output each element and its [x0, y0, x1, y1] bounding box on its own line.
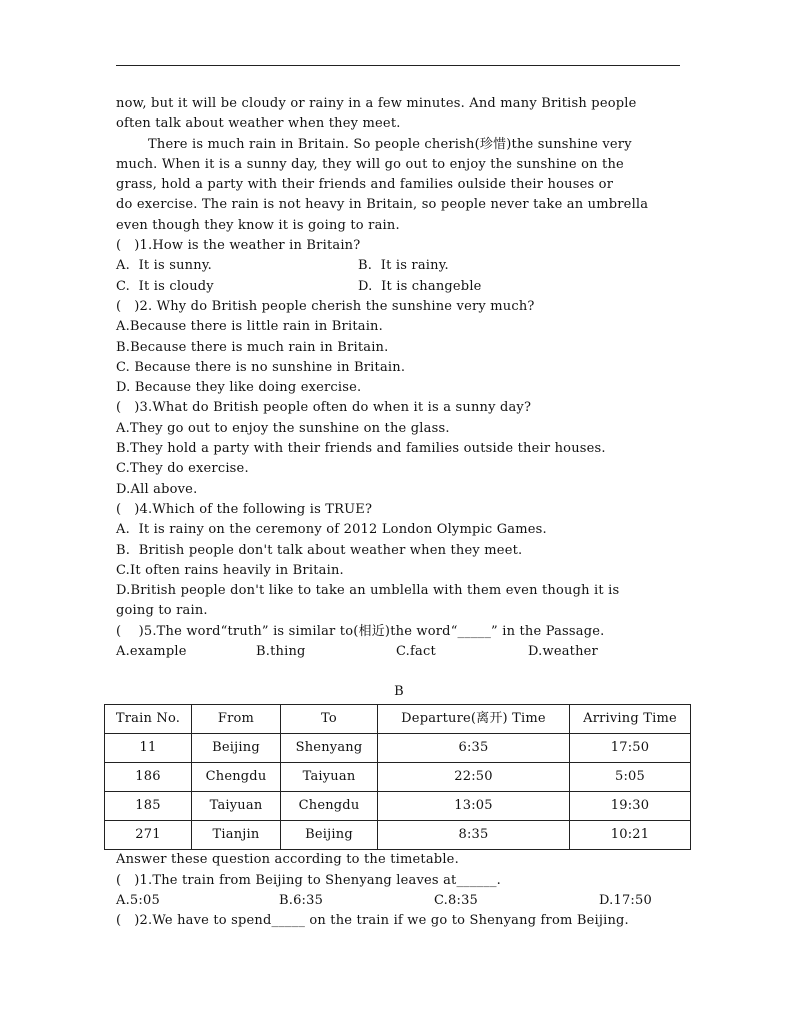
option-c: C. It is cloudy	[116, 278, 214, 294]
passage-line: now, but it will be cloudy or rainy in a few minutes. And many British people	[116, 96, 637, 111]
passage	[116, 94, 682, 236]
option-d-continuation: going to rain.	[116, 603, 208, 619]
option-row	[116, 256, 682, 276]
option-c: C.8:35	[434, 892, 479, 908]
cell-train-no: 271	[105, 821, 192, 850]
question-2	[116, 297, 682, 398]
option-b: B.6:35	[279, 892, 324, 908]
option-row	[116, 891, 682, 911]
cell-from: Taiyuan	[192, 792, 281, 821]
cell-arriving: 5:05	[570, 763, 691, 792]
option-a: A. It is rainy on the ceremony of 2012 London Olympic Games.	[116, 522, 547, 538]
option-row	[116, 277, 682, 297]
page-content	[116, 94, 682, 932]
option-c: C.fact	[396, 644, 436, 660]
option-a: A.5:05	[116, 892, 160, 908]
cell-train-no: 185	[105, 792, 192, 821]
option-b: B.Because there is much rain in Britain.	[116, 339, 389, 355]
option-row	[116, 642, 682, 662]
table-header-row	[105, 705, 691, 734]
option-d: D. It is changeble	[358, 278, 482, 294]
option-d: D.All above.	[116, 481, 198, 497]
cell-to: Chengdu	[281, 792, 378, 821]
option-b: B. British people don't talk about weather when they meet.	[116, 542, 523, 558]
option-d: D. Because they like doing exercise.	[116, 380, 362, 396]
header-arriving: Arriving Time	[570, 705, 691, 734]
option-a: A.Because there is little rain in Britain.	[116, 319, 383, 335]
cell-train-no: 11	[105, 734, 192, 763]
cell-arriving: 17:50	[570, 734, 691, 763]
table-row	[105, 763, 691, 792]
table-row	[105, 821, 691, 850]
cell-departure: 22:50	[378, 763, 570, 792]
passage-line: much. When it is a sunny day, they will go out to enjoy the sunshine on the	[116, 156, 624, 172]
question-stem: ( )1.The train from Beijing to Shenyang leaves at______.	[116, 872, 501, 888]
passage-line: even though they know it is going to rain.	[116, 217, 400, 233]
table-row	[105, 734, 691, 763]
question-stem: ( )5.The word“truth” is similar to(相近)the word“_____” in the Passage.	[116, 623, 605, 639]
cell-departure: 8:35	[378, 821, 570, 850]
question-1	[116, 236, 682, 297]
cell-from: Chengdu	[192, 763, 281, 792]
question-stem: ( )3.What do British people often do when it is a sunny day?	[116, 400, 532, 416]
passage-line: do exercise. The rain is not heavy in Britain, so people never take an umbrella	[116, 197, 649, 213]
option-d: D.weather	[528, 644, 598, 660]
question-stem: ( )2.We have to spend_____ on the train if we go to Shenyang from Beijing.	[116, 913, 629, 929]
cell-to: Shenyang	[281, 734, 378, 763]
header-train-no: Train No.	[105, 705, 192, 734]
question-5	[116, 622, 682, 663]
cell-departure: 13:05	[378, 792, 570, 821]
cell-from: Beijing	[192, 734, 281, 763]
option-b: B. It is rainy.	[358, 258, 449, 274]
header-from: From	[192, 705, 281, 734]
option-c: C. Because there is no sunshine in Britain.	[116, 359, 406, 375]
option-c: C.It often rains heavily in Britain.	[116, 562, 344, 578]
cell-to: Taiyuan	[281, 763, 378, 792]
passage-line: There is much rain in Britain. So people cherish(珍惜)the sunshine very	[148, 136, 632, 152]
cell-from: Tianjin	[192, 821, 281, 850]
question-b2	[116, 911, 682, 931]
passage-line: often talk about weather when they meet.	[116, 116, 401, 132]
option-a: A.They go out to enjoy the sunshine on the glass.	[116, 420, 450, 436]
header-rule	[116, 65, 680, 66]
cell-train-no: 186	[105, 763, 192, 792]
header-to: To	[281, 705, 378, 734]
question-stem: ( )4.Which of the following is TRUE?	[116, 501, 373, 517]
option-a: A.example	[116, 644, 187, 660]
train-timetable	[104, 704, 691, 850]
passage-line: grass, hold a party with their friends and families oulside their houses or	[116, 177, 614, 193]
cell-departure: 6:35	[378, 734, 570, 763]
section-b-title: B	[394, 684, 404, 700]
option-c: C.They do exercise.	[116, 461, 249, 477]
header-departure: Departure(离开) Time	[378, 705, 570, 734]
option-b: B.They hold a party with their friends and families outside their houses.	[116, 441, 606, 457]
cell-arriving: 10:21	[570, 821, 691, 850]
question-3	[116, 398, 682, 499]
question-b1	[116, 871, 682, 912]
cell-arriving: 19:30	[570, 792, 691, 821]
question-stem: ( )2. Why do British people cherish the sunshine very much?	[116, 298, 535, 314]
question-4	[116, 500, 682, 622]
question-stem: ( )1.How is the weather in Britain?	[116, 238, 361, 254]
section-b-instruction: Answer these question according to the timetable.	[116, 852, 459, 868]
option-d: D.British people don't like to take an umblella with them even though it is	[116, 583, 620, 599]
option-d: D.17:50	[599, 892, 652, 908]
option-a: A. It is sunny.	[116, 258, 212, 274]
option-b: B.thing	[256, 644, 306, 660]
cell-to: Beijing	[281, 821, 378, 850]
table-row	[105, 792, 691, 821]
